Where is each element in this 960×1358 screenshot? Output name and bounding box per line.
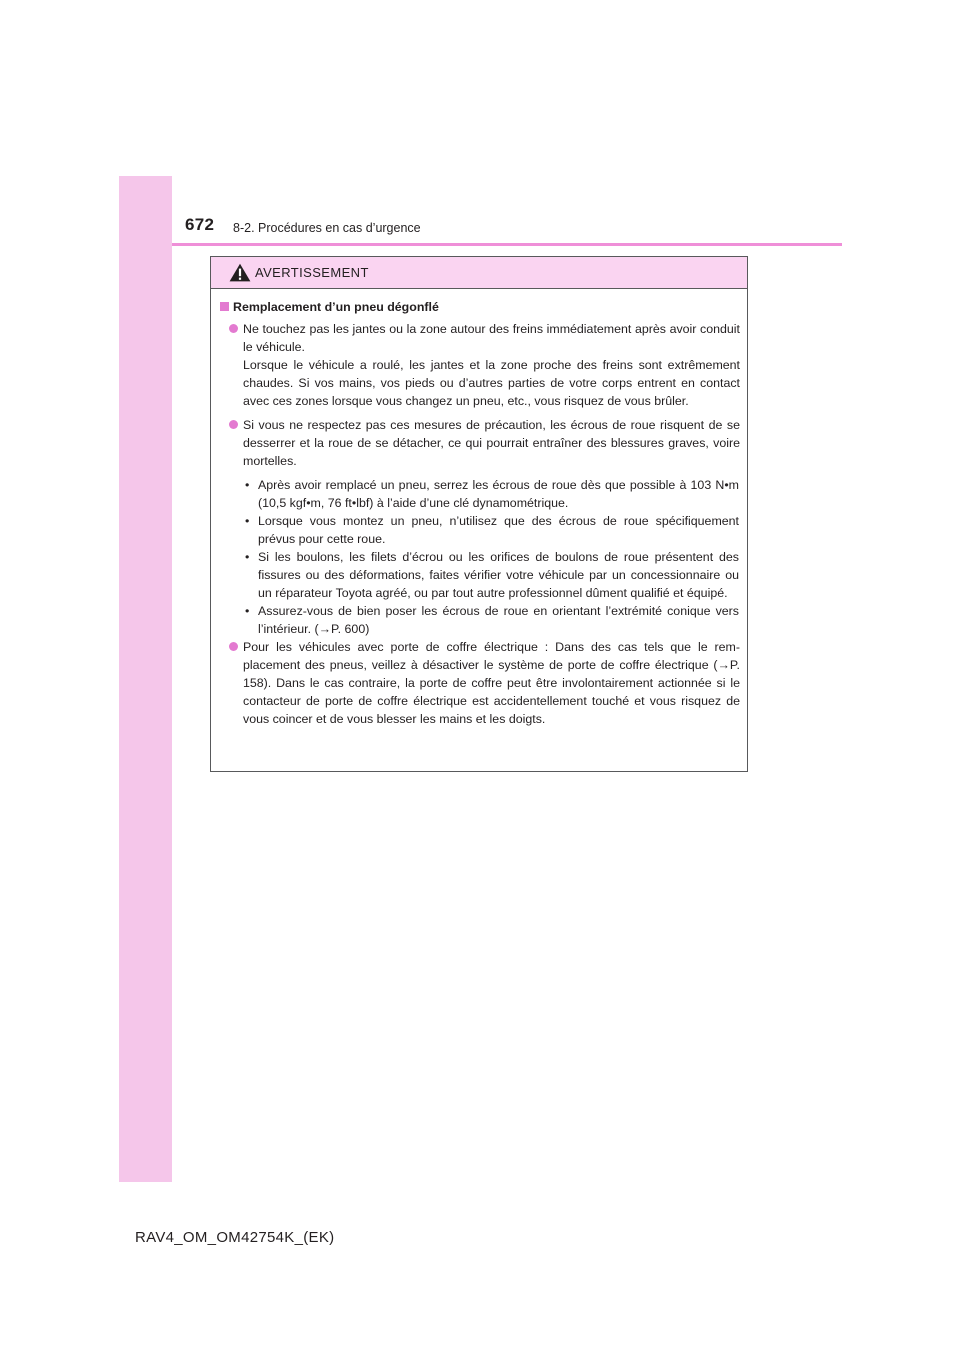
- warning-item-continuation: Lorsque le véhicule a roulé, les jantes et la zone proche des freins sont extrêmement chaudes. Si vos mains, vos pieds ou d’autres parties de votre corps entrent en contact avec ces zones lorsque vous changez un pneu, etc., vous risquez de vous brûler.: [243, 358, 740, 408]
- warning-subitem-text: Assurez-vous de bien poser les écrous de roue en orientant l’extrémité conique vers l’intérieur. (→P. 600): [258, 604, 739, 636]
- warning-box: [210, 256, 748, 772]
- warning-item: [219, 416, 740, 470]
- warning-subitem: [243, 548, 739, 602]
- warning-subheading: [219, 298, 740, 316]
- warning-triangle-icon: [229, 263, 251, 282]
- round-bullet-icon: [229, 324, 238, 333]
- warning-item-text: Si vous ne respectez pas ces mesures de précaution, les écrous de roue risquent de se desserrer et la roue de se détacher, ce qui pourrait entraîner des blessures graves, voire mortelles.: [243, 418, 740, 468]
- round-bullet-icon: [229, 642, 238, 651]
- warning-item: [219, 320, 740, 410]
- warning-item: [219, 638, 740, 728]
- warning-subitem-text: Lorsque vous montez un pneu, n’utilisez que des écrous de roue spécifiquement prévus pour cette roue.: [258, 514, 739, 546]
- warning-subitem: [243, 476, 739, 512]
- round-bullet-icon: [229, 420, 238, 429]
- square-bullet-icon: [220, 302, 229, 311]
- sub-bullet-marker: •: [245, 478, 250, 492]
- warning-subitem-text: Si les boulons, les filets d’écrou ou les orifices de boulons de roue présentent des fissures ou des déformations, faites vérifier votre véhicule par un concessionnaire ou un réparateur Toyota agréé, ou par tout autre professionnel dûment qualifié et équipé.: [258, 550, 739, 600]
- document-code: RAV4_OM_OM42754K_(EK): [135, 1229, 335, 1246]
- section-title: 8-2. Procédures en cas d’urgence: [233, 221, 421, 235]
- warning-title: AVERTISSEMENT: [255, 265, 369, 280]
- warning-item-text: Ne touchez pas les jantes ou la zone autour des freins immédiatement après avoir conduit le véhicule.: [243, 322, 740, 354]
- header-divider: [172, 243, 842, 246]
- warning-header: [211, 257, 747, 289]
- sub-bullet-marker: •: [245, 604, 250, 618]
- warning-subitem: [243, 512, 739, 548]
- warning-item-text: Pour les véhicules avec porte de coffre électrique : Dans des cas tels que le remplacement des pneus, veillez à désactiver le système de porte de coffre électrique (→P. 158). Dans le cas contraire, la porte de coffre peut être involontairement actionnée si le contacteur de porte de coffre électrique est accidentellement touché et vous risquez de vous coincer et de vous blesser les mains et les doigts.: [243, 640, 740, 726]
- sub-bullet-marker: •: [245, 514, 250, 528]
- warning-subitem: [243, 602, 739, 638]
- sub-bullet-marker: •: [245, 550, 250, 564]
- warning-body: [211, 288, 747, 771]
- warning-subitem-text: Après avoir remplacé un pneu, serrez les écrous de roue dès que possible à 103 N•m (10,5 kgf•m, 76 ft•lbf) à l’aide d’une clé dynamométrique.: [258, 478, 739, 510]
- page-number: 672: [185, 215, 215, 234]
- side-tab-band: [119, 176, 172, 1182]
- warning-sublist: [243, 476, 740, 638]
- warning-subheading-text: Remplacement d’un pneu dégonflé: [233, 300, 439, 314]
